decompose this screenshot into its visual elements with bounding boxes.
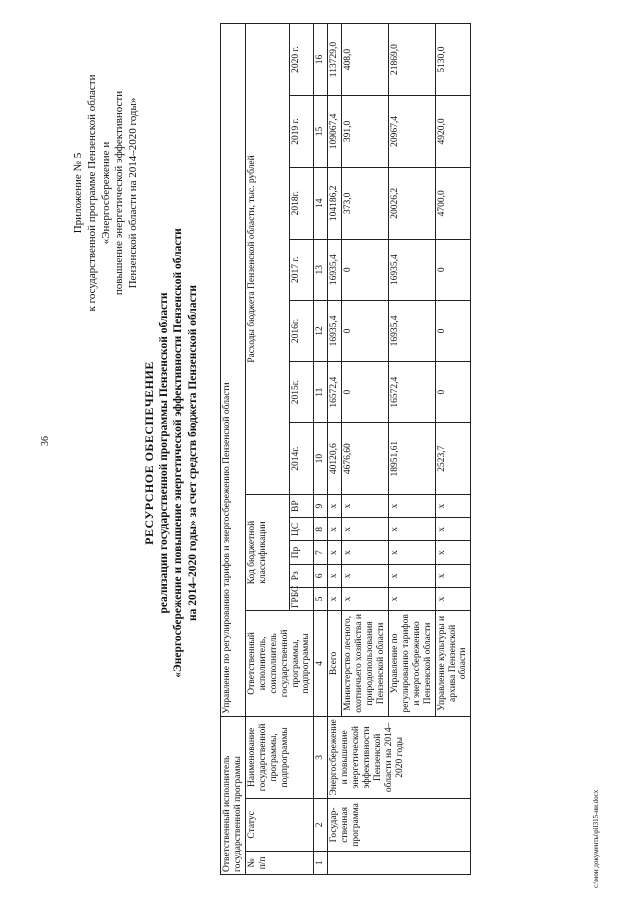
code-cell: х [342, 518, 389, 541]
code-cell: х [342, 564, 389, 587]
header-budget-code: Код бюджетной классификации [245, 495, 289, 611]
col-number: 3 [314, 716, 328, 798]
value-cell: 0 [342, 362, 389, 423]
value-cell: 0 [342, 239, 389, 300]
heading-line-4: на 2014–2020 годы» за счет средств бюджета Пензенской области [186, 284, 199, 622]
header-code-pr: Пр [289, 541, 314, 564]
heading-title: РЕСУРСНОЕ ОБЕСПЕЧЕНИЕ [142, 361, 156, 545]
column-number-row [314, 24, 328, 875]
col-number: 12 [314, 300, 328, 361]
col-number: 8 [314, 518, 328, 541]
code-cell: х [328, 541, 342, 564]
header-expenses: Расходы бюджета Пензенской области, тыс. рублей [245, 24, 289, 495]
code-cell: х [435, 518, 471, 541]
code-cell: х [388, 587, 435, 610]
value-cell: 4676,60 [342, 423, 389, 495]
col-number: 1 [314, 851, 328, 874]
appendix-line-4: повышение энергетической эффективности [113, 90, 126, 296]
value-cell: 0 [435, 239, 471, 300]
heading-line-2: реализации государственной программы Пензенской области [158, 292, 170, 614]
value-cell: 16572,4 [388, 362, 435, 423]
code-cell: х [435, 587, 471, 610]
header-year-2016: 2016г. [289, 300, 314, 361]
value-cell: 2523,7 [435, 423, 471, 495]
file-path-footer: c:\мои документы\pil315-ии.docx [592, 789, 600, 888]
page-number: 36 [40, 436, 51, 446]
executor-cell: Управление по регулированию тарифов и энергосбережению Пензенской области [388, 611, 435, 717]
executor-cell: Всего [328, 611, 342, 717]
code-cell: х [328, 495, 342, 518]
header-num: № п/п [245, 851, 314, 874]
value-cell: 5130,0 [435, 24, 471, 96]
col-number: 13 [314, 239, 328, 300]
executor-cell: Управление культуры и архива Пензенской области [435, 611, 471, 717]
header-responsible-label: Ответственный исполнитель государственной программы [221, 716, 246, 874]
appendix-line-3: «Энергосбережение и [99, 141, 112, 245]
col-number: 15 [314, 96, 328, 168]
value-cell: 18951,61 [388, 423, 435, 495]
col-number: 14 [314, 167, 328, 239]
value-cell: 16935,4 [388, 239, 435, 300]
row-number-cell [328, 851, 471, 874]
value-cell: 40120,6 [328, 423, 342, 495]
header-year-2015: 2015г. [289, 362, 314, 423]
col-number: 5 [314, 587, 328, 610]
col-number: 16 [314, 24, 328, 96]
header-year-2014: 2014г. [289, 423, 314, 495]
value-cell: 20967,4 [388, 96, 435, 168]
code-cell: х [435, 495, 471, 518]
value-cell: 20026,2 [388, 167, 435, 239]
header-code-rz: Рз [289, 564, 314, 587]
header-year-2017: 2017 г. [289, 239, 314, 300]
document-heading [142, 13, 200, 893]
header-year-2018: 2018г. [289, 167, 314, 239]
code-cell: х [328, 518, 342, 541]
code-cell: х [342, 495, 389, 518]
value-cell: 4920,0 [435, 96, 471, 168]
header-year-2019: 2019 г. [289, 96, 314, 168]
col-number: 9 [314, 495, 328, 518]
code-cell: х [388, 518, 435, 541]
header-responsible-value: Управление по регулированию тарифов и энергосбережению Пензенской области [221, 24, 246, 717]
value-cell: 16935,4 [388, 300, 435, 361]
code-cell: х [388, 564, 435, 587]
value-cell: 373,0 [342, 167, 389, 239]
appendix-line-2: к государственной программе Пензенской области [85, 74, 98, 312]
rotated-page-content [52, 13, 612, 893]
status-cell: Государ-ственная программа [328, 799, 471, 852]
value-cell: 0 [435, 300, 471, 361]
code-cell: х [388, 495, 435, 518]
table-row [328, 24, 342, 875]
code-cell: х [435, 541, 471, 564]
col-number: 7 [314, 541, 328, 564]
header-program-name: Наименование государственной программы, подпрограммы [245, 716, 314, 798]
executor-cell: Министерство лесного, охотничьего хозяйства и природопользования Пензенской области [342, 611, 389, 717]
heading-line-3: «Энергосбережение и повышение энергетической эффективности Пензенской области [172, 228, 185, 678]
value-cell: 16935,4 [328, 239, 342, 300]
resource-table [220, 23, 471, 875]
value-cell: 109067,4 [328, 96, 342, 168]
appendix-line-5: Пензенской области на 2014–2020 годы» [127, 97, 139, 289]
header-code-grbs: ГРБС [289, 587, 314, 610]
value-cell: 16935,4 [328, 300, 342, 361]
value-cell: 113729,0 [328, 24, 342, 96]
value-cell: 4700,0 [435, 167, 471, 239]
code-cell: х [342, 587, 389, 610]
value-cell: 104186,2 [328, 167, 342, 239]
appendix-line-1: Приложение № 5 [72, 152, 84, 234]
value-cell: 0 [342, 300, 389, 361]
col-number: 6 [314, 564, 328, 587]
value-cell: 391,0 [342, 96, 389, 168]
appendix-block [72, 23, 141, 363]
col-number: 11 [314, 362, 328, 423]
value-cell: 16572,4 [328, 362, 342, 423]
code-cell: х [328, 587, 342, 610]
header-status: Статус [245, 799, 314, 852]
code-cell: х [388, 541, 435, 564]
col-number: 10 [314, 423, 328, 495]
header-code-cs: ЦС [289, 518, 314, 541]
value-cell: 0 [435, 362, 471, 423]
code-cell: х [435, 564, 471, 587]
col-number: 4 [314, 611, 328, 717]
code-cell: х [328, 564, 342, 587]
program-name-cell: Энергосбережение и повышение энергетической эффективности Пензенской области на 2014–2020 годы [328, 716, 471, 798]
value-cell: 408,0 [342, 24, 389, 96]
col-number: 2 [314, 799, 328, 852]
header-year-2020: 2020 г. [289, 24, 314, 96]
value-cell: 21869,0 [388, 24, 435, 96]
header-executor: Ответственный исполнитель, соисполнитель государственной программы, подпрограммы [245, 611, 314, 717]
code-cell: х [342, 541, 389, 564]
header-code-vr: ВР [289, 495, 314, 518]
